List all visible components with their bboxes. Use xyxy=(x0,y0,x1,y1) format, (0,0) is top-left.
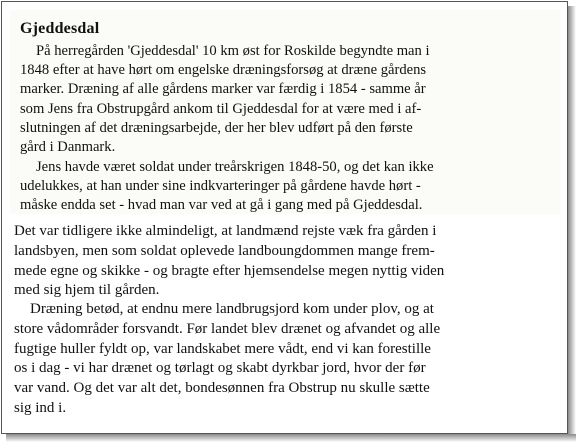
text-line: gård i Danmark. xyxy=(20,139,116,156)
paragraph-3 xyxy=(14,222,552,301)
article-heading: Gjeddesdal xyxy=(20,20,100,37)
text-line: sig ind i. xyxy=(14,399,67,416)
text-line: var vand. Og det var alt det, bondesønnen fra Obstrup nu skulle sætte xyxy=(14,380,430,397)
text-line: måske endda set - hvad man var ved at gå i gang med på Gjeddesdal. xyxy=(20,197,423,214)
text-line: landsbyen, men som soldat oplevede landboungdommen mange frem- xyxy=(14,242,435,259)
frame-shadow-bottom xyxy=(6,434,576,442)
text-line: os i dag - vi har drænet og tørlagt og skabt dyrkbar jord, hvor der før xyxy=(14,360,426,377)
text-line: 1848 efter at have hørt om engelske dræningsforsøg at dræne gårdens xyxy=(20,62,427,79)
text-line: mede egne og skikke - og bragte efter hjemsendelse megen nyttig viden xyxy=(14,262,445,279)
text-line: slutningen af det dræningsarbejde, der her blev udført på den første xyxy=(20,119,413,136)
text-line: store vådområder forsvandt. Før landet blev drænet og afvandet og alle xyxy=(14,320,441,337)
frame-shadow-right xyxy=(568,6,576,440)
paragraph-1 xyxy=(20,42,546,157)
text-line: På herregården 'Gjeddesdal' 10 km øst for Roskilde begyndte man i xyxy=(36,43,430,59)
paragraph-4 xyxy=(14,300,552,419)
text-line: udelukkes, at han under sine indkvarteringer på gårdene havde hørt - xyxy=(20,178,421,195)
text-line: Jens havde været soldat under treårskrigen 1848-50, og det kan ikke xyxy=(36,159,434,175)
text-line: Dræning betød, at endnu mere landbrugsjord kom under plov, og at xyxy=(30,301,434,317)
text-line: med sig hjem til gården. xyxy=(14,282,160,299)
text-line: marker. Dræning af alle gårdens marker var færdig i 1854 - samme år xyxy=(20,81,426,98)
text-line: som Jens fra Obstrupgård ankom til Gjeddesdal for at være med i af- xyxy=(20,100,422,117)
text-line: fugtige huller fyldt op, var landskabet mere vådt, end vi kan forestille xyxy=(14,340,431,357)
paragraph-2 xyxy=(20,158,546,216)
text-line: Det var tidligere ikke almindeligt, at landmænd rejste væk fra gården i xyxy=(14,223,437,239)
